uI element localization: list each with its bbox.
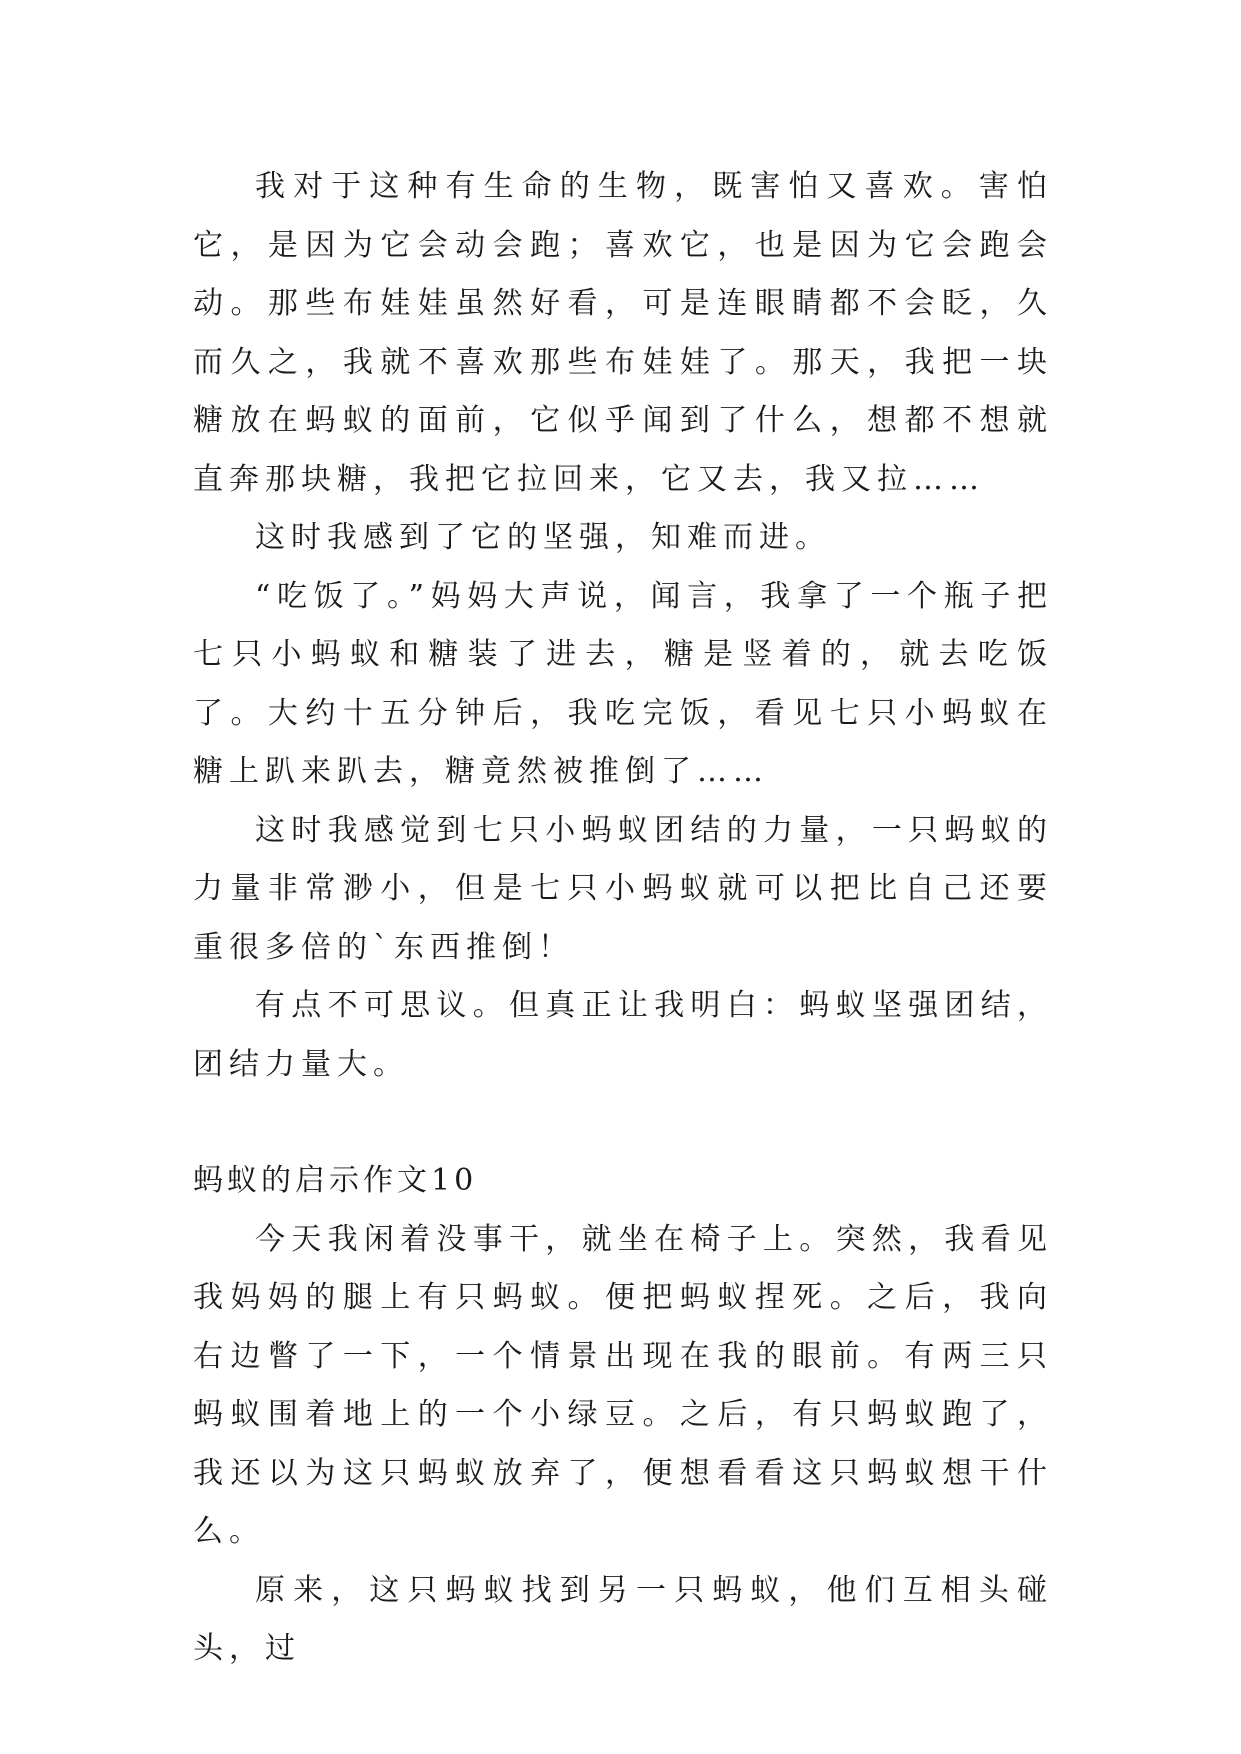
paragraph-perseverance: 这时我感到了它的坚强，知难而进。 — [255, 520, 831, 555]
document-body — [193, 158, 1053, 1679]
paragraph-idle-day: 今天我闲着没事干，就坐在椅子上。突然，我看见我妈妈的腿上有只蚂蚁。便把蚂蚁捏死。之后，我向右边瞥了一下，一个情景出现在我的眼前。有两三只蚂蚁围着地上的一个小绿豆。之后，有只蚂蚁跑了，我还以为这只蚂蚁放弃了，便想看看这只蚂蚁想干什么。 — [193, 1221, 1053, 1549]
paragraph-fear-and-love: 我对于这种有生命的生物，既害怕又喜欢。害怕它，是因为它会动会跑；喜欢它，也是因为它会跑会动。那些布娃娃虽然好看，可是连眼睛都不会眨，久而久之，我就不喜欢那些布娃娃了。那天，我把一块糖放在蚂蚁的面前，它似乎闻到了什么，想都不想就直奔那块糖，我把它拉回来，它又去，我又拉…… — [193, 169, 1053, 497]
paragraph-conclusion: 有点不可思议。但真正让我明白：蚂蚁坚强团结，团结力量大。 — [193, 988, 1053, 1082]
paragraph-head-to-head: 原来，这只蚂蚁找到另一只蚂蚁，他们互相头碰头，过 — [193, 1572, 1053, 1666]
paragraph-dinner: “吃饭了。”妈妈大声说，闻言，我拿了一个瓶子把七只小蚂蚁和糖装了进去，糖是竖着的，就去吃饭了。大约十五分钟后，我吃完饭，看见七只小蚂蚁在糖上趴来趴去，糖竟然被推倒了…… — [193, 578, 1053, 789]
paragraph-unity: 这时我感觉到七只小蚂蚁团结的力量，一只蚂蚁的力量非常渺小，但是七只小蚂蚁就可以把比自己还要重很多倍的`东西推倒！ — [193, 812, 1053, 965]
section-title: 蚂蚁的启示作文10 — [193, 1163, 478, 1198]
